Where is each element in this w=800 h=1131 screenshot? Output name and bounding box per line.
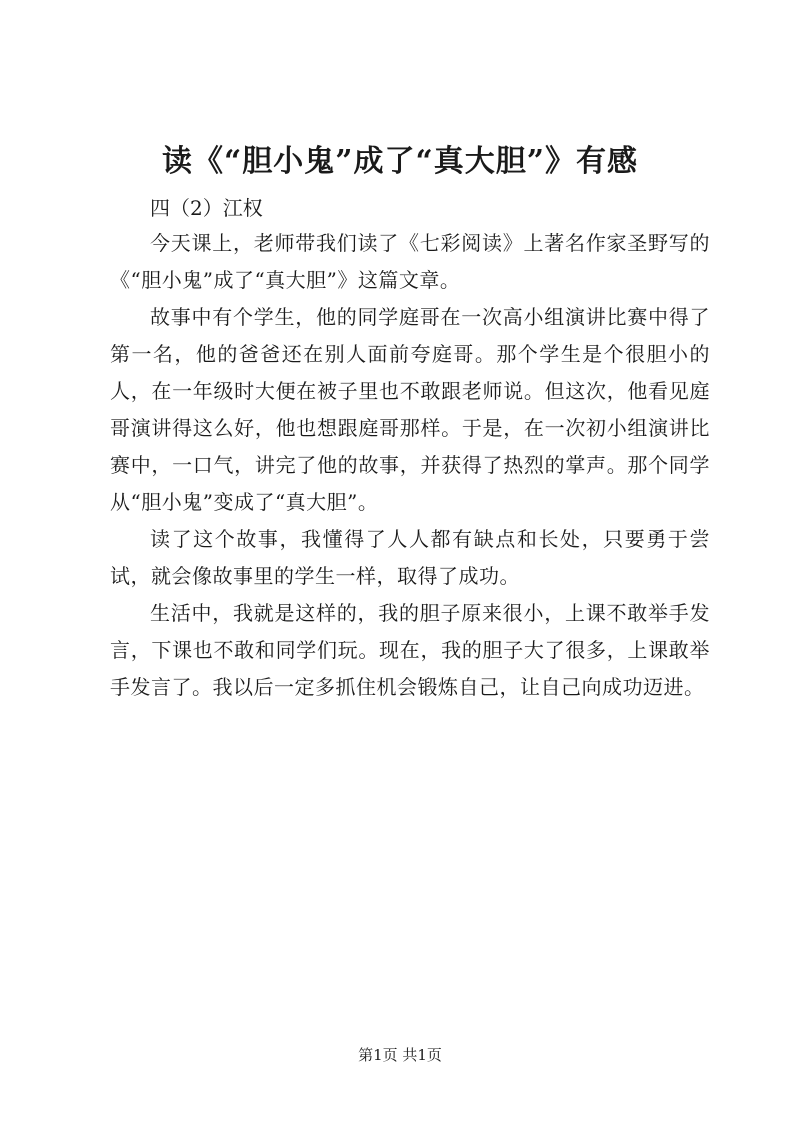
document-title: 读《“胆小鬼”成了“真大胆”》有感 [161, 144, 639, 179]
paragraph-3: 读了这个故事，我懂得了人人都有缺点和长处，只要勇于尝试，就会像故事里的学生一样，取得了成功。 [110, 527, 710, 588]
paragraph-1: 今天课上，老师带我们读了《七彩阅读》上著名作家圣野写的《“胆小鬼”成了“真大胆”》这篇文章。 [110, 231, 710, 292]
document-body [110, 225, 710, 706]
author-line: 四（2）江权 [150, 196, 263, 220]
paragraph-4: 生活中，我就是这样的，我的胆子原来很小，上课不敢举手发言，下课也不敢和同学们玩。现在，我的胆子大了很多，上课敢举手发言了。我以后一定多抓住机会锻炼自己，让自己向成功迈进。 [110, 601, 710, 699]
page-footer: 第1页 共1页 [358, 1046, 442, 1064]
paragraph-2: 故事中有个学生，他的同学庭哥在一次高小组演讲比赛中得了第一名，他的爸爸还在别人面前夸庭哥。那个学生是个很胆小的人，在一年级时大便在被子里也不敢跟老师说。但这次，他看见庭哥演讲得这么好，他也想跟庭哥那样。于是，在一次初小组演讲比赛中，一口气，讲完了他的故事，并获得了热烈的掌声。那个同学从“胆小鬼”变成了“真大胆”。 [110, 305, 710, 514]
